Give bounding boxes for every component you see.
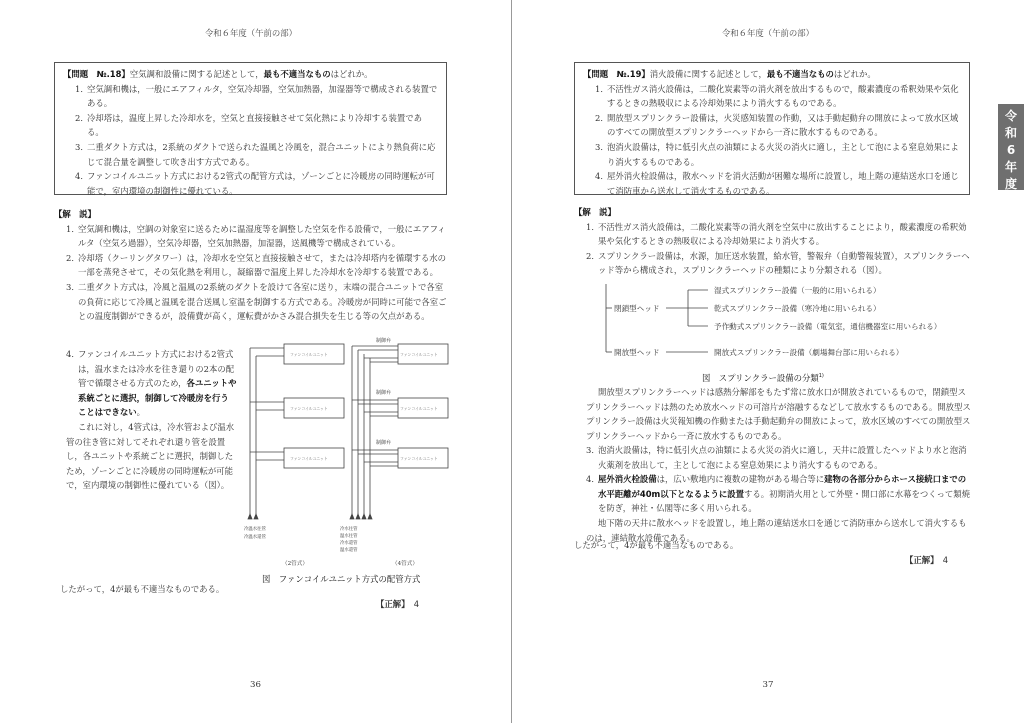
pipe-label: 温水往管: [340, 534, 358, 539]
conclusion: したがって，4が最も不適当なものである。: [574, 540, 739, 550]
valve-label: 制御弁: [376, 390, 392, 396]
tree-item: 予作動式スプリンクラー設備（電気室，通信機器室に用いられる）: [714, 322, 942, 331]
explanation-heading: 【解 説】: [54, 209, 96, 219]
page-number: 37: [762, 680, 774, 691]
figure-caption: 図 ファンコイルユニット方式の配管方式: [262, 574, 421, 584]
tree-open-head: 開放型ヘッド: [614, 348, 660, 357]
tree-item: 開放式スプリンクラー設備（劇場舞台部に用いられる）: [714, 348, 904, 357]
choice-item: 1．不活性ガス消火設備は，二酸化炭素等の消火剤を放出するもので，酸素濃度の希釈効果や気化するときの熱吸収による冷却効果により消火するものである。: [595, 83, 959, 109]
question-box: [574, 62, 970, 195]
unit-label: ファンコイルユニット: [290, 406, 328, 411]
tree-item: 湿式スプリンクラー設備（一般的に用いられる）: [714, 286, 881, 295]
question-number: 【問題 №.18】: [63, 69, 130, 79]
figure-sublabel: （2管式）: [282, 561, 308, 567]
unit-label: ファンコイルユニット: [400, 406, 438, 411]
explanation-items-3-4: [574, 443, 972, 545]
year-tab: 令 和 6 年 度: [998, 104, 1024, 190]
choice-item: 2．開放型スプリンクラー設備は，火災感知装置の作動，又は手動起動弁の開放によって放水区域のすべての開放型スプリンクラーヘッドから一斉に散水するものである。: [595, 112, 959, 138]
explanation-item: 2．冷却塔（クーリングタワー）は，冷却水を空気と直接接触させて，または冷却塔内を循環する水の一部を蒸発させて，その気化熱を利用し，凝縮器で温度上昇した冷却水を冷却する装置である。: [66, 252, 446, 278]
unit-label: ファンコイルユニット: [290, 456, 328, 461]
choice-item: 4．屋外消火栓設備は，散水ヘッドを消火活動が困難な場所に設置し，地上階の連結送水口を通じて消防車から送水して消火するものである。: [595, 171, 959, 196]
explanation-item: 4．屋外消火栓設備は，広い敷地内に複数の建物がある場合等に建物の各部分からホース接続口までの水平距離が40m以下となるように設置する。初期消火用として外壁・開口部に水幕をつくって類焼を防ぎ，神社・仏閣等に多く用いられる。: [586, 474, 970, 514]
explanation-continued: [586, 385, 972, 443]
question-heading: 【問題 №.19】消火設備に関する記述として，最も不適当なものはどれか。: [583, 69, 876, 79]
explanation-paragraph: 地下階の天井に散水ヘッドを設置し，地上階の連結送水口を通じて消防車から送水して消火するものは，連結散水設備である。: [586, 517, 967, 543]
explanation: [54, 207, 450, 324]
fcu-piping-figure: [240, 336, 456, 568]
explanation-item: 2．スプリンクラー設備は，水源，加圧送水装置，給水管，警報弁（自動警報装置），スプリンクラーヘッド等から構成され，スプリンクラーヘッドの種類により分類される（図）。: [586, 250, 970, 276]
sprinkler-tree-diagram: [596, 280, 976, 364]
unit-label: ファンコイルユニット: [400, 352, 438, 357]
key-point: 建物の各部分からホース接続口までの水平距離が40m以下となるように設置: [598, 474, 967, 499]
page-number: 36: [250, 680, 261, 691]
explanation-item: 3．二重ダクト方式は，冷風と温風の2系統のダクトを設けて各室に送り，末端の混合ユニットで各室の負荷に応じて冷風と温風を混合送風し室温を制御する方式である。冷暖房が同時に可能で各室ごとの温度制御ができるが，設備費が高く，運転費がかさみ混合損失を生じる等の欠点がある。: [66, 281, 447, 322]
unit-label: ファンコイルユニット: [400, 456, 438, 461]
choice-item: 3．二重ダクト方式は，2系統のダクトで送られた温風と冷風を，混合ユニットにより熱負荷に応じて混合量を調整して吹き出す方式である。: [75, 141, 436, 167]
figure-caption: 図 スプリンクラー設備の分類$^{1)}$: [702, 372, 824, 383]
pipe-label: 冷水往管: [340, 527, 358, 532]
choice-item: 3．泡消火設備は，特に低引火点の油類による火災の消火に適し，主として泡による窒息効果により消火するものである。: [595, 141, 959, 167]
explanation-item: 3．泡消火設備は，特に低引火点の油類による火災の消火に適し，天井に設置したヘッドより水と泡消火薬剤を放出して，主として泡による窒息効果により消火するものである。: [586, 445, 967, 470]
explanation-paragraph: 開放型スプリンクラーヘッドは感熱分解部をもたず常に放水口が開放されているもので，閉鎖型スプリンクラーヘッドは熱のため放水ヘッドの可溶片が溶融するなどして放水するものである。開放型スプリンクラー設備は火災報知機の作動または手動起動弁の開放によって，放水区域のすべての開放型スプリンクラーヘッドから一斉に放水するものである。: [586, 387, 971, 441]
page-37: [512, 0, 1024, 723]
choice-item: 1．空気調和機は，一般にエアフィルタ，空気冷却器，空気加熱器，加湿器等で構成される装置である。: [75, 83, 438, 109]
explanation-item-4: 4．ファンコイルユニット方式における2管式は，温水または冷水を往き還りの2本の配管で循環させる方式のため，各ユニットや系統ごとに選択，制御して冷暖房を行うことはできない。 これに対し，4管式は，冷水管および温水管の往き管に対してそれぞれ還り管を設置し，各ユニットや系統ごとに選択，制御したため，ゾーンごとに冷暖房の同時運転が可能で，室内環境の制御性に優れている（図）。: [54, 347, 237, 493]
unit-label: ファンコイルユニット: [290, 352, 328, 357]
answer: 【正解】 4: [905, 555, 949, 565]
question-box: [54, 62, 447, 195]
explanation-paragraph: これに対し，4管式は，冷水管および温水管の往き管に対してそれぞれ還り管を設置し，各ユニットや系統ごとに選択，制御したため，ゾーンごとに冷暖房の同時運転が可能で，室内環境の制御性に優れている（図）。: [66, 421, 235, 491]
pipe-label: 冷温水還管: [244, 535, 266, 540]
choice-item: 4．ファンコイルユニット方式における2管式の配管方式は，ゾーンごとに冷暖房の同時運転が可能で，室内環境の制御性に優れている。: [75, 171, 435, 196]
running-header: 令和６年度（午前の部）: [204, 28, 298, 38]
pipe-label: 温水還管: [340, 548, 358, 553]
valve-label: 制御弁: [376, 338, 392, 344]
tree-closed-head: 閉鎖型ヘッド: [614, 304, 660, 313]
choice-item: 2．冷却塔は，温度上昇した冷却水を，空気と直接接触させて気化熱により冷却する装置である。: [75, 112, 422, 138]
explanation-item: 1．不活性ガス消火設備は，二酸化炭素等の消火剤を空気中に放出することにより，酸素濃度の希釈効果や気化するときの熱吸収による冷却効果により消火する。: [586, 221, 967, 247]
conclusion: したがって，4が最も不適当なものである。: [60, 584, 225, 594]
question-number: 【問題 №.19】: [583, 69, 650, 79]
valve-label: 制御弁: [376, 440, 392, 446]
running-header: 令和６年度（午前の部）: [721, 28, 815, 38]
key-point: 各ユニットや系統ごとに選択，制御して冷暖房を行うことはできない: [78, 378, 237, 418]
explanation-item: 1．空気調和機は，空調の対象室に送るために温湿度等を調整した空気を作る設備で，一般にエアフィルタ（空気ろ過器），空気冷却器，空気加熱器，加湿器，送風機等で構成されている。: [66, 223, 446, 249]
question-heading: 【問題 №.18】空気調和設備に関する記述として，最も不適当なものはどれか。: [63, 69, 373, 79]
answer: 【正解】 4: [376, 599, 420, 609]
explanation: [574, 205, 972, 278]
pipe-label: 冷水還管: [340, 541, 358, 546]
figure-sublabel: （4管式）: [392, 561, 418, 567]
pipe-label: 冷温水往管: [244, 527, 266, 532]
explanation-heading: 【解 説】: [574, 207, 616, 217]
tree-item: 乾式スプリンクラー設備（寒冷地に用いられる）: [714, 304, 881, 313]
